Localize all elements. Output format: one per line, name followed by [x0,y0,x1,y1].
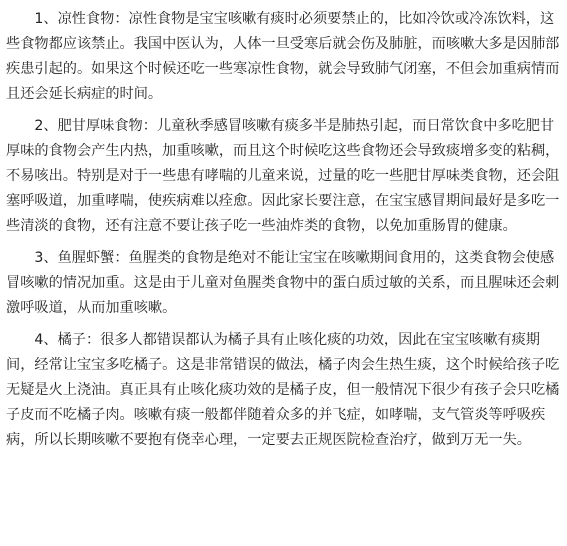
paragraph-seafood: 3、鱼腥虾蟹：鱼腥类的食物是绝对不能让宝宝在咳嗽期间食用的，这类食物会使感冒咳嗽的情况加重。这是由于儿童对鱼腥类食物中的蛋白质过敏的关系，而且腥味还会刺激呼吸道，从而加重咳嗽。 [6,250,560,316]
paragraph-oranges: 4、橘子：很多人都错误都认为橘子具有止咳化痰的功效，因此在宝宝咳嗽有痰期间，经常让宝宝多吃橘子。这是非常错误的做法，橘子肉会生热生痰，这个时候给孩子吃无疑是火上浇油。真正具有止咳化痰功效的是橘子皮，但一般情况下很少有孩子会只吃橘子皮而不吃橘子肉。咳嗽有痰一般都伴随着众多的并飞症，如哮喘，支气管炎等呼吸疾病，所以长期咳嗽不要抱有侥幸心理，一定要去正规医院检查治疗，做到万无一失。 [6,332,560,448]
paragraph-cold-foods: 1、凉性食物：凉性食物是宝宝咳嗽有痰时必须要禁止的，比如冷饮或冷冻饮料，这些食物都应该禁止。我国中医认为，人体一旦受寒后就会伤及肺脏，而咳嗽大多是因肺部疾患引起的。如果这个时候还吃一些寒凉性食物，就会导致肺气闭塞，不但会加重病情而且还会延长病症的时间。 [6,11,560,102]
paragraph-rich-foods: 2、肥甘厚味食物：儿童秋季感冒咳嗽有痰多半是肺热引起，而日常饮食中多吃肥甘厚味的食物会产生内热，加重咳嗽，而且这个时候吃这些食物还会导致痰增多变的粘稠，不易咳出。特别是对于一些患有哮喘的儿童来说，过量的吃一些肥甘厚味类食物，还会阻塞呼吸道，加重哮喘，使疾病难以痊愈。因此家长要注意，在宝宝感冒期间最好是多吃一些清淡的食物，还有注意不要让孩子吃一些油炸类的食物，以免加重肠胃的健康。 [6,118,560,234]
